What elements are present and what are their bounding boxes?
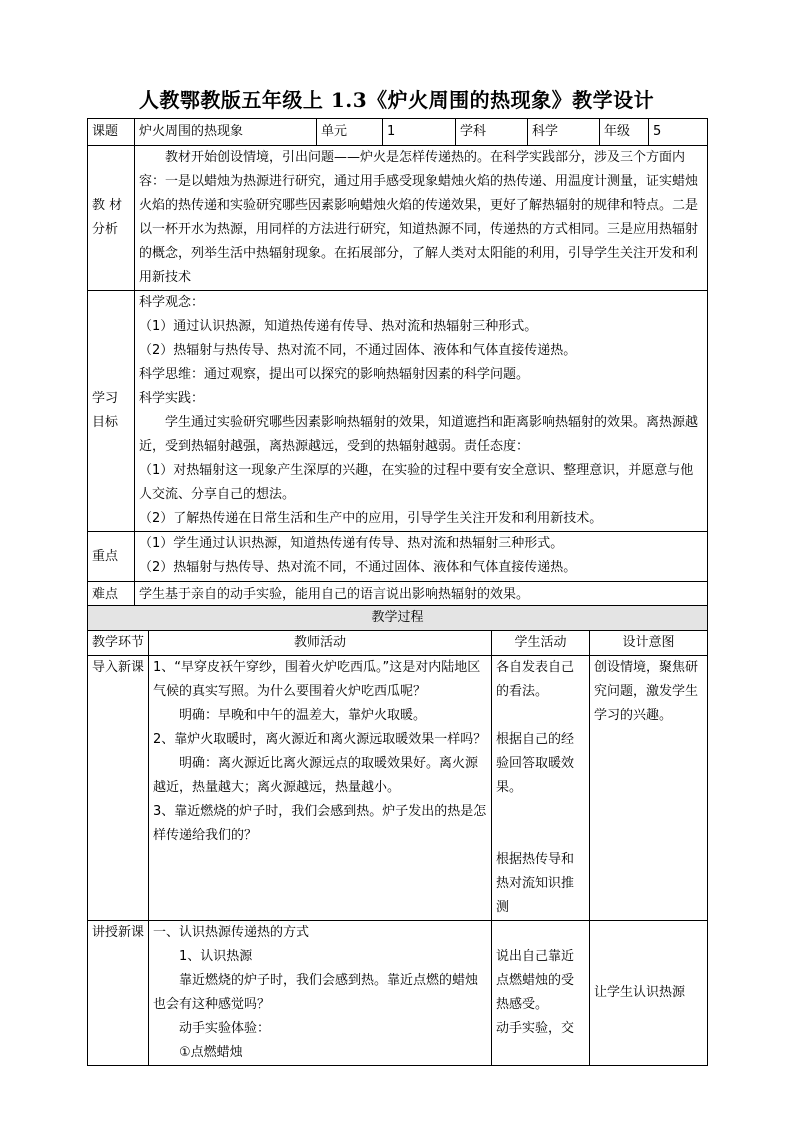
teacher-line: 2、靠炉火取暖时，离火源近和离火源远取暖效果一样吗？ [153,732,487,747]
analysis-label [88,146,135,291]
document-title: 人教鄂教版五年级上 1.3《炉火周围的热现象》教学设计 [138,88,655,112]
spacer [496,921,585,945]
header-stage: 教学环节 [88,631,149,656]
subject-value: 科学 [528,119,600,146]
student-line: 各自发表自己的看法。 [496,660,575,699]
section-title: 教学过程 [88,606,708,631]
spacer [496,800,585,824]
teacher-line: 明确：离火源近比离火源远点的取暖效果好。离火源越近，热量越大；离火源越远，热量越小。 [153,756,479,795]
student-line: 根据自己的经验回答取暖效果。 [496,732,575,795]
teacher-line: 明确：早晚和中午的温差大，靠炉火取暖。 [179,708,427,723]
teacher-line: 3、靠近燃烧的炉子时，我们会感到热。炉子发出的热是怎样传递给我们的？ [153,804,487,843]
unit-value: 1 [383,119,456,146]
analysis-content [135,146,708,291]
new-teacher [149,921,492,1066]
analysis-text: 教材开始创设情境，引出问题——炉火是怎样传递热的。在科学实践部分，涉及三个方面内容：一是以蜡烛为热源进行研究，通过用手感受现象蜡烛火焰的热传递、用温度计测量，证实蜡烛火焰的热传递和实验研究哪些因素影响蜡烛火焰的传递效果，更好了解热辐射的规律和特点。二是以一杯开水为热源，用同样的方法进行研究，知道热源不同，传递热的方式相同。三是应用热辐射的概念，列举生活中热辐射现象。在拓展部分，了解人类对太阳能的利用，引导学生关注开发和利用新技术 [139,150,699,285]
student-line: 动手实验，交 [496,1021,575,1036]
header-teacher: 教师活动 [149,631,492,656]
objectives-label-line-1: 学习 [92,391,119,406]
teacher-line: ①点燃蜡烛 [179,1045,243,1060]
objective-line: 科学观念： [139,295,205,310]
difficult-label: 难点 [88,582,135,609]
objectives-label [88,291,135,532]
subject-label: 学科 [456,119,528,146]
new-stage: 讲授新课 [88,921,149,1066]
objective-line: （2）了解热传递在日常生活和生产中的应用，引导学生关注开发和利用新技术。 [139,511,603,526]
spacer [496,824,585,848]
intro-stage: 导入新课 [88,656,149,921]
student-line: 说出自己靠近点燃蜡烛的受热感受。 [496,949,575,1012]
header-intent: 设计意图 [590,631,708,656]
objective-line: （1）对热辐射这一现象产生深厚的兴趣，在实验的过程中要有安全意识、整理意识，并愿意与他人交流、分享自己的想法。 [139,463,694,502]
header-student: 学生活动 [492,631,590,656]
teaching-process-table [87,605,708,1066]
analysis-label-line-2: 分析 [92,222,119,237]
new-student [492,921,590,1066]
objectives-label-line-2: 目标 [92,415,119,430]
objective-line: （1）通过认识热源，知道热传递有传导、热对流和热辐射三种形式。 [139,319,538,334]
lesson-info-table [87,118,708,609]
objective-line: （2）热辐射与热传导、热对流不同，不通过固体、液体和气体直接传递热。 [139,343,577,358]
intro-intent: 创设情境，聚焦研究问题，激发学生学习的兴趣。 [590,656,708,921]
new-intent: 让学生认识热源 [590,921,708,1066]
grade-value: 5 [649,119,708,146]
key-point-line: （2）热辐射与热传导、热对流不同，不通过固体、液体和气体直接传递热。 [139,560,577,575]
teacher-line: 动手实验体验： [179,1021,271,1036]
key-points-label: 重点 [88,532,135,582]
key-points-content [135,532,708,582]
key-point-line: （1）学生通过认识热源，知道热传递有传导、热对流和热辐射三种形式。 [139,536,564,551]
student-line: 根据热传导和热对流知识推测 [496,852,575,915]
objective-line: 科学实践： [139,391,205,406]
grade-label: 年级 [600,119,649,146]
teacher-line: 1、认识热源 [179,949,253,964]
analysis-label-line-1: 教 材 [92,198,123,213]
teacher-line: 1、“早穿皮袄午穿纱，围着火炉吃西瓜。”这是对内陆地区气候的真实写照。为什么要围着火炉吃西瓜呢？ [153,660,481,699]
difficult-content: 学生基于亲自的动手实验，能用自己的语言说出影响热辐射的效果。 [135,582,708,609]
teacher-line: 一、认识热源传递热的方式 [153,925,310,940]
intro-student [492,656,590,921]
objective-line: 学生通过实验研究哪些因素影响热辐射的效果，知道遮挡和距离影响热辐射的效果。离热源越近，受到热辐射越强，离热源越远，受到的热辐射越弱。责任态度： [139,415,699,454]
teacher-line: 靠近燃烧的炉子时，我们会感到热。靠近点燃的蜡烛也会有这种感觉吗？ [153,973,479,1012]
unit-label: 单元 [317,119,383,146]
objective-line: 科学思维：通过观察，提出可以探究的影响热辐射因素的科学问题。 [139,367,530,382]
intro-teacher [149,656,492,921]
topic-label: 课题 [88,119,135,146]
objectives-content [135,291,708,532]
spacer [496,704,585,728]
topic-value: 炉火周围的热现象 [135,119,317,146]
